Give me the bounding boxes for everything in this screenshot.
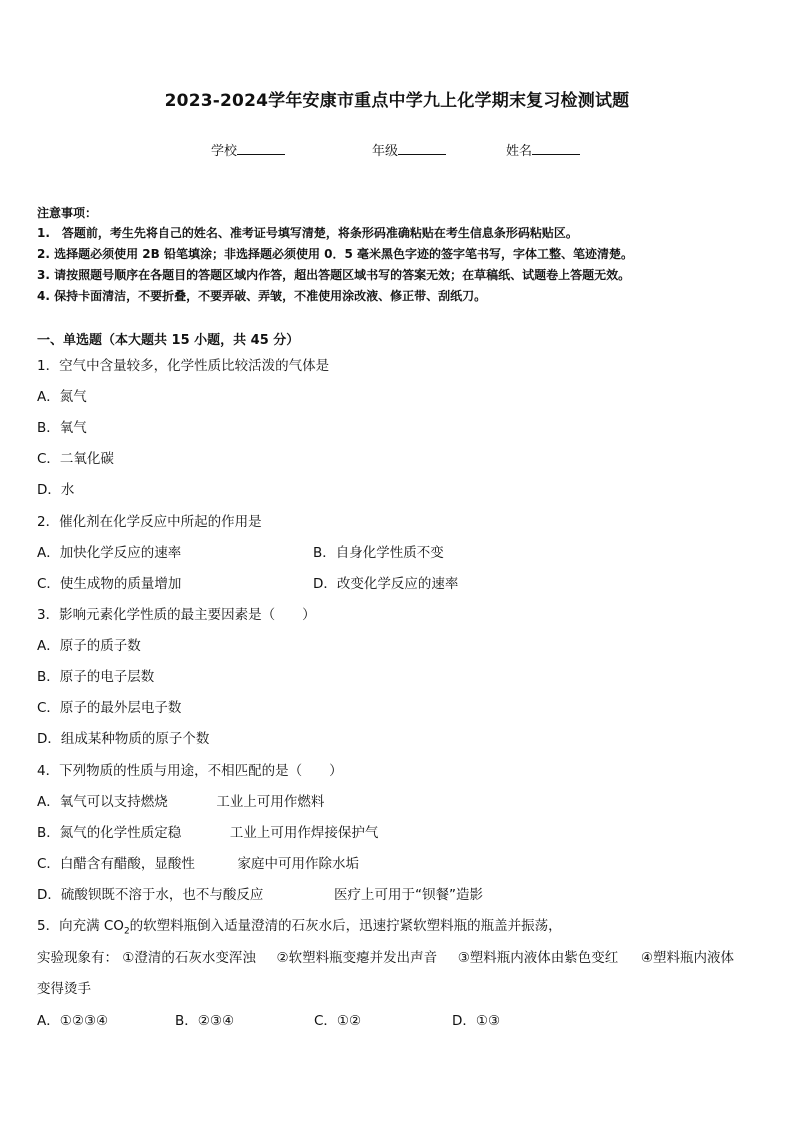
subscript: 2 — [123, 926, 130, 937]
phenomenon: ③塑料瓶内液体由紫色变红 — [457, 950, 619, 966]
grade-field — [372, 140, 446, 159]
option-a[interactable]: A．原子的质子数 — [37, 638, 141, 654]
option-use: 家庭中可用作除水垢 — [237, 856, 360, 872]
question-stem: 2．催化剂在化学反应中所起的作用是 — [37, 514, 262, 530]
name-label: 姓名 — [506, 144, 533, 159]
stem-text: 的软塑料瓶倒入适量澄清的石灰水后，迅速拧紧软塑料瓶的瓶盖并振荡， — [129, 918, 562, 934]
phenomenon: ②软塑料瓶变瘪并发出声音 — [276, 950, 438, 966]
option-d[interactable]: D．组成某种物质的原子个数 — [37, 731, 210, 747]
option-use: 工业上可用作燃料 — [216, 794, 325, 810]
page-title: 2023-2024学年安康市重点中学九上化学期末复习检测试题 — [164, 91, 630, 111]
option-c[interactable]: C．①② — [314, 1013, 362, 1029]
option-use: 工业上可用作焊接保护气 — [229, 825, 379, 841]
option-property: C．白醋含有醋酸，显酸性 — [37, 856, 195, 872]
option-property: A．氧气可以支持燃烧 — [37, 794, 168, 810]
grade-blank[interactable] — [398, 142, 446, 155]
phenomena-line — [37, 946, 734, 966]
option-c[interactable] — [37, 852, 359, 872]
phenomena-label: 实验现象有： — [37, 950, 118, 966]
note-item: 1. 答题前，考生先将自己的姓名、准考证号填写清楚，将条形码准确粘贴在考生信息条形码粘贴区。 — [37, 226, 578, 240]
option-c[interactable]: C．使生成物的质量增加 — [37, 576, 182, 592]
option-a[interactable]: A．①②③④ — [37, 1013, 109, 1029]
option-use: 医疗上可用于“钡餐”造影 — [334, 887, 483, 903]
section-heading: 一、单选题（本大题共 15 小题，共 45 分） — [37, 333, 300, 348]
option-a[interactable]: A．氮气 — [37, 389, 87, 405]
name-field — [506, 140, 580, 159]
option-c[interactable]: C．原子的最外层电子数 — [37, 700, 182, 716]
phenomenon: ①澄清的石灰水变浑浊 — [122, 950, 256, 966]
option-b[interactable]: B．自身化学性质不变 — [313, 545, 444, 561]
note-item: 2. 选择题必须使用 2B 铅笔填涂；非选择题必须使用 0．5 毫米黑色字迹的签字笔书写，字体工整、笔迹清楚。 — [37, 247, 633, 261]
option-d[interactable]: D．水 — [37, 482, 75, 498]
note-item: 3. 请按照题号顺序在各题目的答题区域内作答，超出答题区域书写的答案无效；在草稿纸、试题卷上答题无效。 — [37, 268, 631, 282]
name-blank[interactable] — [532, 142, 580, 155]
option-c[interactable]: C．二氧化碳 — [37, 451, 114, 467]
stem-text: 5．向充满 CO — [37, 918, 124, 934]
option-d[interactable] — [37, 883, 483, 903]
question-stem: 1．空气中含量较多，化学性质比较活泼的气体是 — [37, 358, 330, 374]
option-property: B．氮气的化学性质定稳 — [37, 825, 182, 841]
question-stem — [37, 914, 562, 937]
option-d[interactable]: D．改变化学反应的速率 — [313, 576, 459, 592]
question-stem: 4．下列物质的性质与用途，不相匹配的是（ ） — [37, 763, 343, 779]
school-field — [211, 140, 285, 159]
notes-heading: 注意事项： — [37, 206, 98, 220]
option-property: D．硫酸钡既不溶于水，也不与酸反应 — [37, 887, 264, 903]
grade-label: 年级 — [372, 144, 399, 159]
option-b[interactable]: B．②③④ — [175, 1013, 235, 1029]
option-b[interactable]: B．原子的电子层数 — [37, 669, 155, 685]
phenomenon: ④塑料瓶内液体 — [640, 950, 735, 966]
school-label: 学校 — [211, 144, 238, 159]
option-a[interactable] — [37, 790, 324, 810]
option-b[interactable]: B．氧气 — [37, 420, 87, 436]
option-d[interactable]: D．①③ — [452, 1013, 501, 1029]
note-item: 4. 保持卡面清洁，不要折叠，不要弄破、弄皱，不准使用涂改液、修正带、刮纸刀。 — [37, 289, 487, 303]
phenomena-continued: 变得烫手 — [37, 981, 91, 997]
school-blank[interactable] — [237, 142, 285, 155]
option-a[interactable]: A．加快化学反应的速率 — [37, 545, 182, 561]
question-stem: 3．影响元素化学性质的最主要因素是（ ） — [37, 607, 316, 623]
option-b[interactable] — [37, 821, 378, 841]
